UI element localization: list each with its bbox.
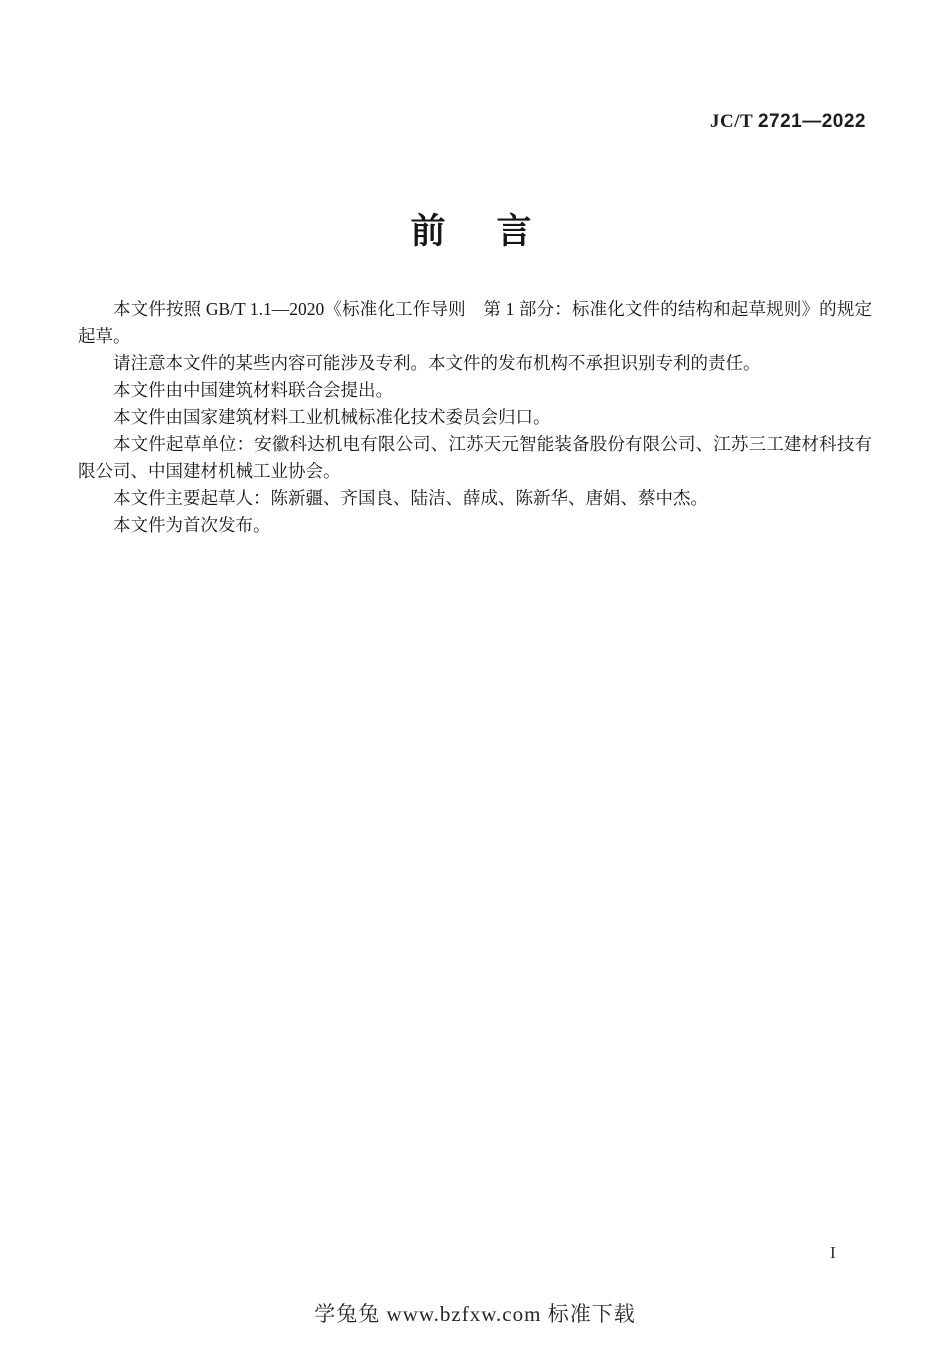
foreword-body bbox=[78, 296, 872, 539]
foreword-paragraph: 本文件为首次发布。 bbox=[113, 515, 271, 535]
watermark-text: 学兔兔 www.bzfxw.com 标准下载 bbox=[314, 1302, 636, 1326]
standard-code-number: 2721—2022 bbox=[757, 111, 866, 132]
foreword-paragraph: 本文件起草单位：安徽科达机电有限公司、江苏天元智能装备股份有限公司、江苏三工建材科技有限公司、中国建材机械工业协会。 bbox=[78, 434, 872, 481]
foreword-paragraph: 本文件主要起草人：陈新疆、齐国良、陆洁、薛成、陈新华、唐娟、蔡中杰。 bbox=[113, 488, 708, 508]
foreword-paragraph: 本文件由国家建筑材料工业机械标准化技术委员会归口。 bbox=[113, 407, 551, 427]
standard-code-prefix: JC/T bbox=[710, 111, 754, 132]
foreword-paragraph: 本文件由中国建筑材料联合会提出。 bbox=[113, 380, 393, 400]
standard-code bbox=[710, 111, 866, 133]
page-title: 前 言 bbox=[410, 212, 540, 251]
page-number: I bbox=[830, 1243, 836, 1262]
foreword-paragraph: 请注意本文件的某些内容可能涉及专利。本文件的发布机构不承担识别专利的责任。 bbox=[113, 353, 761, 373]
foreword-paragraph: 本文件按照 GB/T 1.1—2020《标准化工作导则 第 1 部分：标准化文件的结构和起草规则》的规定起草。 bbox=[78, 299, 872, 346]
